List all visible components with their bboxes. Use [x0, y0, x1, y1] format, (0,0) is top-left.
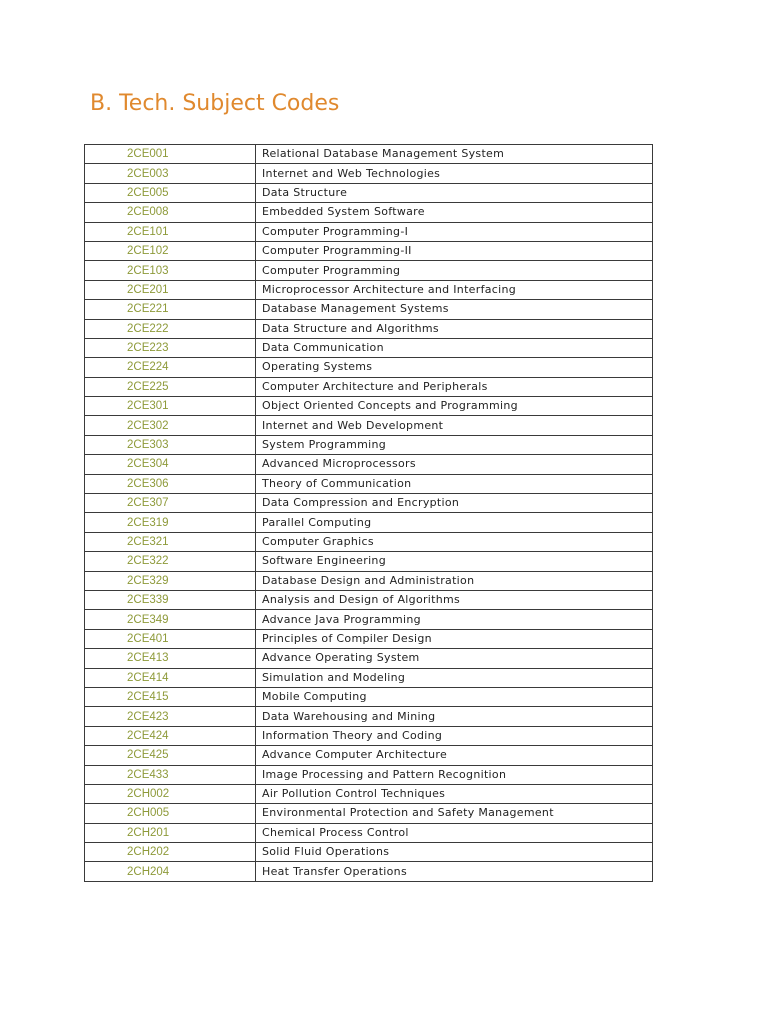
subject-code-cell: 2CE425 — [85, 746, 256, 765]
subject-code-cell: 2CE321 — [85, 532, 256, 551]
table-row — [85, 784, 653, 803]
subject-name-cell: Parallel Computing — [256, 513, 653, 532]
subject-code-cell: 2CE319 — [85, 513, 256, 532]
subject-name-cell: Air Pollution Control Techniques — [256, 784, 653, 803]
subject-code-cell: 2CE349 — [85, 610, 256, 629]
subject-name-cell: Data Structure — [256, 183, 653, 202]
subject-code-cell: 2CE329 — [85, 571, 256, 590]
subject-code-cell: 2CE224 — [85, 358, 256, 377]
table-row — [85, 590, 653, 609]
subject-code-cell: 2CE414 — [85, 668, 256, 687]
subject-code-cell: 2CE424 — [85, 726, 256, 745]
subject-code-cell: 2CH202 — [85, 843, 256, 862]
table-row — [85, 707, 653, 726]
table-row — [85, 746, 653, 765]
subject-code-cell: 2CE223 — [85, 338, 256, 357]
table-row — [85, 552, 653, 571]
table-row — [85, 726, 653, 745]
table-row — [85, 823, 653, 842]
table-row — [85, 203, 653, 222]
subject-name-cell: Heat Transfer Operations — [256, 862, 653, 881]
table-row — [85, 610, 653, 629]
subject-name-cell: Principles of Compiler Design — [256, 629, 653, 648]
subject-code-cell: 2CE222 — [85, 319, 256, 338]
subject-name-cell: Solid Fluid Operations — [256, 843, 653, 862]
table-row — [85, 222, 653, 241]
subject-name-cell: Software Engineering — [256, 552, 653, 571]
table-row — [85, 455, 653, 474]
subject-code-cell: 2CH005 — [85, 804, 256, 823]
subject-code-cell: 2CE005 — [85, 183, 256, 202]
subject-name-cell: Computer Programming-II — [256, 241, 653, 260]
subject-code-cell: 2CH201 — [85, 823, 256, 842]
subject-name-cell: Operating Systems — [256, 358, 653, 377]
subject-code-cell: 2CE415 — [85, 687, 256, 706]
subject-name-cell: Theory of Communication — [256, 474, 653, 493]
subject-name-cell: Advance Computer Architecture — [256, 746, 653, 765]
subject-name-cell: Environmental Protection and Safety Management — [256, 804, 653, 823]
subject-name-cell: Computer Architecture and Peripherals — [256, 377, 653, 396]
table-row — [85, 164, 653, 183]
table-row — [85, 629, 653, 648]
subject-code-cell: 2CE003 — [85, 164, 256, 183]
table-row — [85, 649, 653, 668]
subject-table-body — [85, 145, 653, 882]
subject-code-cell: 2CH002 — [85, 784, 256, 803]
subject-code-cell: 2CE433 — [85, 765, 256, 784]
table-row — [85, 843, 653, 862]
subject-code-cell: 2CE303 — [85, 435, 256, 454]
table-row — [85, 358, 653, 377]
subject-name-cell: Computer Graphics — [256, 532, 653, 551]
subject-name-cell: Internet and Web Development — [256, 416, 653, 435]
subject-name-cell: Database Management Systems — [256, 300, 653, 319]
subject-code-cell: 2CE001 — [85, 145, 256, 164]
subject-code-cell: 2CE301 — [85, 397, 256, 416]
page-title: B. Tech. Subject Codes — [90, 91, 340, 116]
subject-name-cell: Analysis and Design of Algorithms — [256, 590, 653, 609]
table-row — [85, 261, 653, 280]
table-row — [85, 862, 653, 881]
subject-name-cell: Advanced Microprocessors — [256, 455, 653, 474]
subject-code-cell: 2CE423 — [85, 707, 256, 726]
subject-name-cell: Relational Database Management System — [256, 145, 653, 164]
subject-code-cell: 2CE225 — [85, 377, 256, 396]
subject-name-cell: Image Processing and Pattern Recognition — [256, 765, 653, 784]
subject-code-cell: 2CE413 — [85, 649, 256, 668]
subject-code-cell: 2CE322 — [85, 552, 256, 571]
subject-name-cell: Data Compression and Encryption — [256, 494, 653, 513]
subject-code-cell: 2CE401 — [85, 629, 256, 648]
table-row — [85, 397, 653, 416]
table-row — [85, 416, 653, 435]
subject-code-cell: 2CE008 — [85, 203, 256, 222]
subject-code-cell: 2CE339 — [85, 590, 256, 609]
subject-name-cell: Advance Operating System — [256, 649, 653, 668]
subject-name-cell: Object Oriented Concepts and Programming — [256, 397, 653, 416]
subject-name-cell: Computer Programming — [256, 261, 653, 280]
table-row — [85, 494, 653, 513]
table-row — [85, 435, 653, 454]
subject-name-cell: Simulation and Modeling — [256, 668, 653, 687]
subject-code-cell: 2CE306 — [85, 474, 256, 493]
table-row — [85, 319, 653, 338]
table-row — [85, 280, 653, 299]
subject-name-cell: Microprocessor Architecture and Interfacing — [256, 280, 653, 299]
subject-name-cell: Chemical Process Control — [256, 823, 653, 842]
subject-name-cell: Database Design and Administration — [256, 571, 653, 590]
subject-code-cell: 2CE102 — [85, 241, 256, 260]
subject-code-table — [84, 144, 653, 882]
table-row — [85, 183, 653, 202]
subject-code-cell: 2CE304 — [85, 455, 256, 474]
table-row — [85, 145, 653, 164]
subject-code-cell: 2CE103 — [85, 261, 256, 280]
subject-code-cell: 2CE302 — [85, 416, 256, 435]
subject-name-cell: Mobile Computing — [256, 687, 653, 706]
subject-name-cell: Advance Java Programming — [256, 610, 653, 629]
subject-code-cell: 2CE201 — [85, 280, 256, 299]
subject-name-cell: Data Structure and Algorithms — [256, 319, 653, 338]
table-row — [85, 532, 653, 551]
subject-code-cell: 2CH204 — [85, 862, 256, 881]
subject-name-cell: Information Theory and Coding — [256, 726, 653, 745]
table-row — [85, 804, 653, 823]
table-row — [85, 668, 653, 687]
subject-name-cell: Data Communication — [256, 338, 653, 357]
subject-name-cell: System Programming — [256, 435, 653, 454]
subject-name-cell: Internet and Web Technologies — [256, 164, 653, 183]
subject-name-cell: Embedded System Software — [256, 203, 653, 222]
subject-name-cell: Data Warehousing and Mining — [256, 707, 653, 726]
table-row — [85, 513, 653, 532]
subject-code-cell: 2CE101 — [85, 222, 256, 241]
subject-name-cell: Computer Programming-I — [256, 222, 653, 241]
subject-code-cell: 2CE307 — [85, 494, 256, 513]
subject-code-cell: 2CE221 — [85, 300, 256, 319]
table-row — [85, 571, 653, 590]
table-row — [85, 241, 653, 260]
table-row — [85, 765, 653, 784]
table-row — [85, 474, 653, 493]
table-row — [85, 300, 653, 319]
table-row — [85, 687, 653, 706]
table-row — [85, 377, 653, 396]
table-row — [85, 338, 653, 357]
